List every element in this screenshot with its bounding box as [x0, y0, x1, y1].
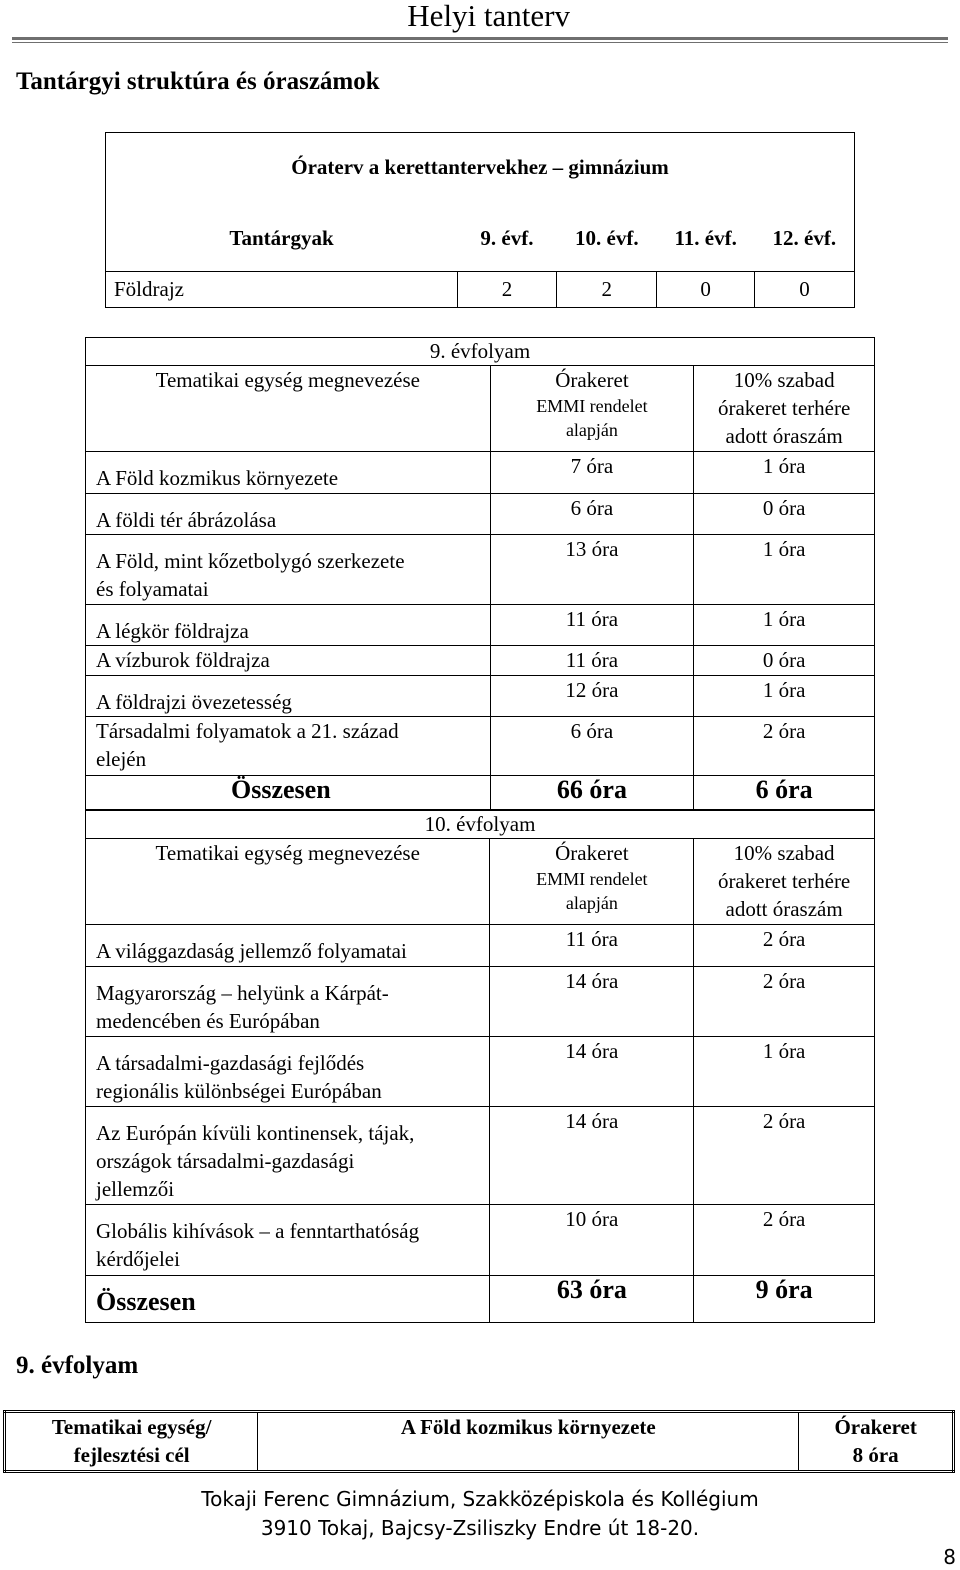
- oraterv-table: [105, 132, 855, 308]
- total-hours: 66 óra: [490, 776, 694, 810]
- extra-cell: 0 óra: [694, 646, 875, 676]
- unit-label-line: Tematikai egység/: [51, 1415, 212, 1439]
- unit-name-line: kérdőjelei: [96, 1247, 180, 1271]
- unit-name: A földi tér ábrázolása: [86, 494, 491, 535]
- hours-cell: 11 óra: [490, 646, 694, 676]
- hours-cell: 11 óra: [490, 605, 694, 646]
- table-row: [86, 535, 875, 605]
- frame-sub2: alapján: [565, 420, 618, 440]
- col-header-extra: [694, 366, 875, 452]
- extra-cell: 1 óra: [694, 676, 875, 717]
- extra-cell: 1 óra: [694, 605, 875, 646]
- frame-sub1: EMMI rendelet: [536, 396, 648, 416]
- footer-line: 3910 Tokaj, Bajcsy-Zsiliszky Endre út 18-20.: [260, 1516, 700, 1540]
- hours-cell: 6 óra: [490, 494, 694, 535]
- total-extra: 9 óra: [694, 1276, 875, 1323]
- table-row: [86, 1205, 875, 1276]
- unit-name-line: és folyamatai: [96, 577, 209, 601]
- extra-cell: 2 óra: [694, 717, 875, 776]
- frame-sub1: EMMI rendelet: [536, 869, 648, 889]
- hours-cell: 14 óra: [490, 1037, 694, 1107]
- extra-cell: 1 óra: [694, 535, 875, 605]
- extra-line2: órakeret terhére: [717, 869, 851, 893]
- hours-cell: 14 óra: [490, 967, 694, 1037]
- col-header-frame: [490, 839, 694, 925]
- unit-name: [86, 717, 491, 776]
- grade9-header-row: [86, 366, 875, 452]
- footer-line: Tokaji Ferenc Gimnázium, Szakközépiskola és Kollégium: [201, 1487, 759, 1511]
- frame-sub2: alapján: [565, 893, 618, 913]
- total-hours: 63 óra: [490, 1276, 694, 1323]
- table-row: [86, 1037, 875, 1107]
- unit-name: A légkör földrajza: [86, 605, 491, 646]
- unit-name-line: A Föld, mint kőzetbolygó szerkezete: [96, 549, 405, 573]
- unit-topic-cell: A Föld kozmikus környezete: [258, 1412, 799, 1472]
- frame-title: Órakeret: [555, 368, 629, 392]
- total-extra: 6 óra: [694, 776, 875, 810]
- unit-name-line: jellemzői: [96, 1177, 175, 1201]
- extra-line1: 10% szabad: [733, 368, 835, 392]
- unit-name: [86, 1107, 490, 1205]
- table-row: [86, 605, 875, 646]
- table-row: [86, 494, 875, 535]
- column-header: 9. évf.: [457, 203, 557, 272]
- value-cell: 2: [457, 272, 557, 308]
- extra-cell: 1 óra: [694, 1037, 875, 1107]
- header-rule: [12, 37, 948, 43]
- oraterv-title: Óraterv a kerettantervekhez – gimnázium: [106, 133, 855, 203]
- col-header-unit: Tematikai egység megnevezése: [86, 839, 490, 925]
- column-header: 12. évf.: [755, 203, 855, 272]
- unit-name-line: Magyarország – helyünk a Kárpát-: [96, 981, 389, 1005]
- column-header: 11. évf.: [657, 203, 755, 272]
- hours-cell: 10 óra: [490, 1205, 694, 1276]
- column-header: Tantárgyak: [106, 203, 458, 272]
- unit-name: [86, 1037, 490, 1107]
- extra-line1: 10% szabad: [733, 841, 835, 865]
- unit-label-cell: [5, 1412, 258, 1472]
- value-cell: 0: [755, 272, 855, 308]
- table-row: [86, 717, 875, 776]
- col-header-frame: [490, 366, 694, 452]
- table-row: [5, 1412, 954, 1472]
- value-cell: 0: [657, 272, 755, 308]
- extra-line2: órakeret terhére: [717, 396, 851, 420]
- unit-name: A világgazdaság jellemző folyamatai: [86, 925, 490, 967]
- unit-name-line: Társadalmi folyamatok a 21. század: [96, 719, 399, 743]
- unit-name-line: medencében és Európában: [96, 1009, 320, 1033]
- table-row: [86, 646, 875, 676]
- table-row: [86, 452, 875, 494]
- extra-line3: adott óraszám: [725, 424, 843, 448]
- grade-heading: 9. évfolyam: [16, 1352, 139, 1379]
- extra-line3: adott óraszám: [725, 897, 843, 921]
- unit-frame-cell: [799, 1412, 954, 1472]
- extra-cell: 0 óra: [694, 494, 875, 535]
- hours-cell: 14 óra: [490, 1107, 694, 1205]
- unit-label-line: fejlesztési cél: [73, 1443, 190, 1467]
- total-label: Összesen: [86, 1276, 490, 1323]
- unit-name-line: A társadalmi-gazdasági fejlődés: [96, 1051, 365, 1075]
- extra-cell: 2 óra: [694, 1107, 875, 1205]
- unit-name: A Föld kozmikus környezete: [86, 452, 491, 494]
- page-number: 8: [943, 1545, 956, 1569]
- extra-cell: 2 óra: [694, 925, 875, 967]
- unit-table: [3, 1410, 955, 1473]
- unit-name-line: elején: [96, 747, 147, 771]
- subject-cell: Földrajz: [106, 272, 458, 308]
- unit-frame-line: 8 óra: [852, 1443, 899, 1467]
- hours-cell: 12 óra: [490, 676, 694, 717]
- unit-frame-line: Órakeret: [834, 1415, 917, 1439]
- unit-name: A földrajzi övezetesség: [86, 676, 491, 717]
- table-row: [106, 272, 855, 308]
- grade10-title: 10. évfolyam: [86, 811, 875, 839]
- grade10-table: [85, 810, 875, 1323]
- unit-name-line: Globális kihívások – a fenntarthatóság: [96, 1219, 420, 1243]
- header-title: Helyi tanterv: [407, 0, 570, 33]
- unit-name-line: regionális különbségei Európában: [96, 1079, 382, 1103]
- grade10-header-row: [86, 839, 875, 925]
- table-row: [86, 967, 875, 1037]
- total-row: [86, 1276, 875, 1323]
- unit-name: [86, 535, 491, 605]
- frame-title: Órakeret: [555, 841, 629, 865]
- hours-cell: 11 óra: [490, 925, 694, 967]
- col-header-unit: Tematikai egység megnevezése: [86, 366, 491, 452]
- extra-cell: 2 óra: [694, 1205, 875, 1276]
- column-header: 10. évf.: [557, 203, 657, 272]
- grade9-title: 9. évfolyam: [86, 338, 875, 366]
- unit-name: A vízburok földrajza: [86, 646, 491, 676]
- unit-name: [86, 967, 490, 1037]
- unit-name-line: országok társadalmi-gazdasági: [96, 1149, 355, 1173]
- total-label: Összesen: [86, 776, 491, 810]
- table-row: [86, 1107, 875, 1205]
- grade9-table: [85, 337, 875, 810]
- unit-name-line: Az Európán kívüli kontinensek, tájak,: [96, 1121, 415, 1145]
- col-header-extra: [694, 839, 875, 925]
- value-cell: 2: [557, 272, 657, 308]
- section-title: Tantárgyi struktúra és óraszámok: [16, 68, 380, 95]
- extra-cell: 2 óra: [694, 967, 875, 1037]
- unit-name: [86, 1205, 490, 1276]
- oraterv-header-row: [106, 203, 855, 272]
- table-row: [86, 925, 875, 967]
- total-row: [86, 776, 875, 810]
- table-row: [86, 676, 875, 717]
- hours-cell: 13 óra: [490, 535, 694, 605]
- hours-cell: 6 óra: [490, 717, 694, 776]
- extra-cell: 1 óra: [694, 452, 875, 494]
- hours-cell: 7 óra: [490, 452, 694, 494]
